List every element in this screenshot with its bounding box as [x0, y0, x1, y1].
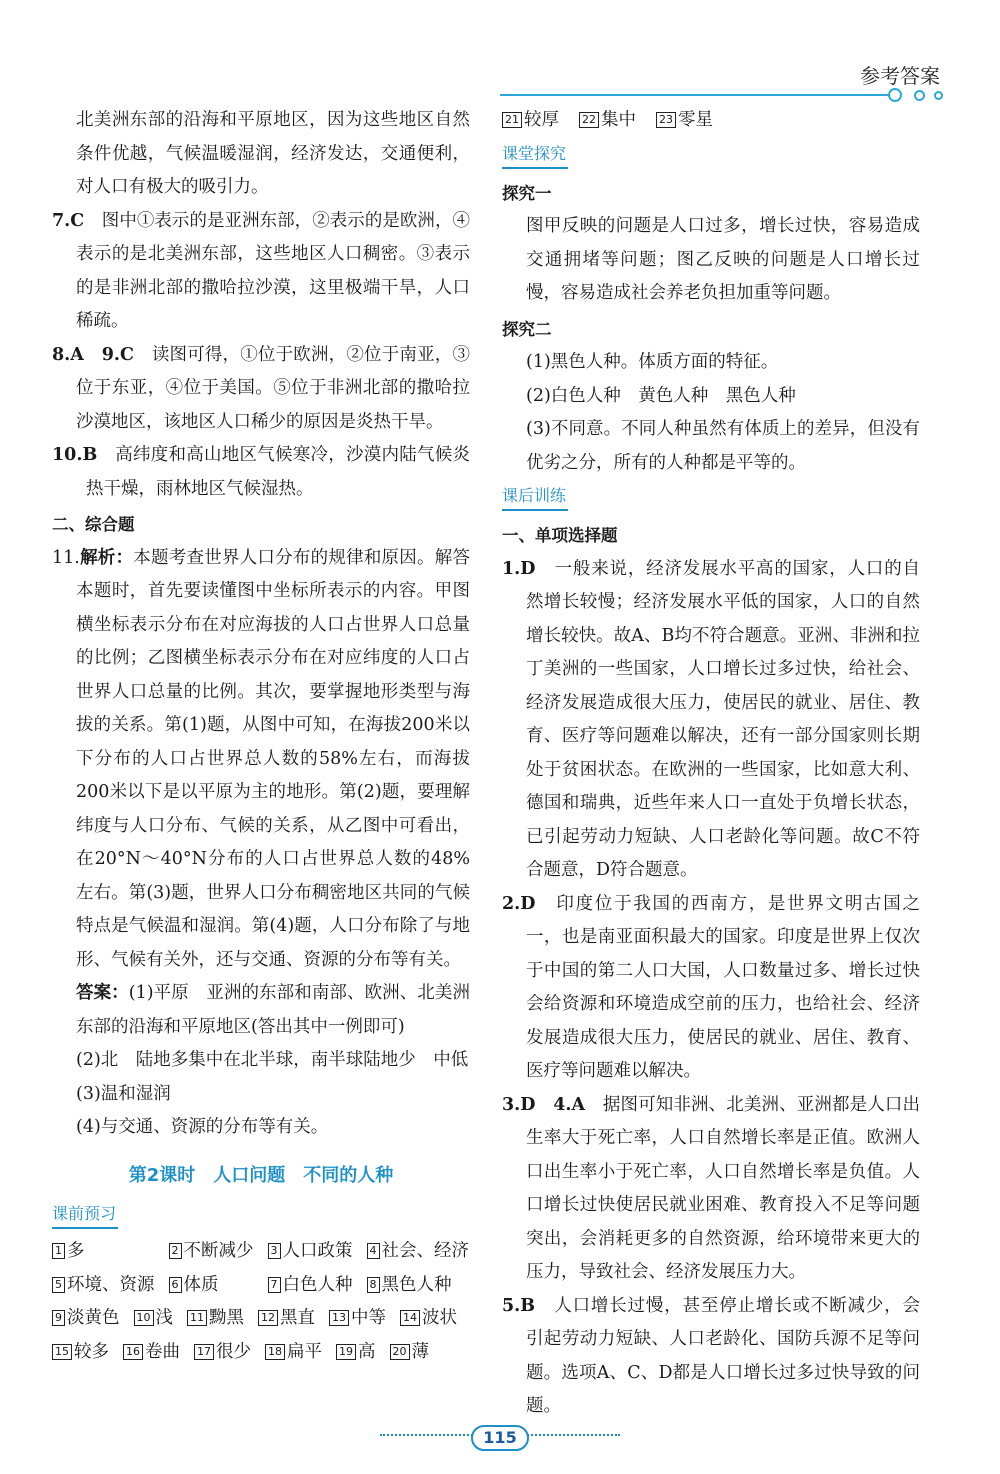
q6-continuation: 北美洲东部的沿海和平原地区，因为这些地区自然条件优越，气候温暖湿润，经济发达，交通便利，对人口有极大的吸引力。	[76, 110, 470, 197]
preview-item: 7 白色人种	[268, 1269, 353, 1303]
preview-continuation	[502, 104, 920, 138]
answer-5-text: 人口增长过慢，甚至停止增长或不断减少，会引起劳动力短缺、人口老龄化、国防兵源不足等问题。选项A、C、D都是人口增长过多过快导致的问题。	[526, 1295, 921, 1416]
explore-2-part3: (3)不同意。不同人种虽然有体质上的差异，但没有优劣之分，所有的人种都是平等的。	[526, 419, 920, 473]
answer-3-4	[502, 1089, 920, 1290]
answer-1-text: 一般来说，经济发展水平高的国家，人口的自然增长较慢；经济发展水平低的国家，人口的自然增长较快。故A、B均不符合题意。亚洲、非洲和拉丁美洲的一些国家，人口增长过多过快，给社会、经济发展造成很大压力，使居民的就业、居住、教育、医疗等问题难以解决，还有一部分国家则长期处于贫困状态。在欧洲的一些国家，比如意大利、德国和瑞典，近些年来人口一直处于负增长状态，已引起劳动力短缺、人口老龄化等问题。故C不符合题意，D符合题意。	[526, 558, 920, 880]
explore-2-title: 探究二	[502, 319, 552, 339]
answer-label: 答案：	[76, 983, 129, 1003]
header-ring-mid	[914, 90, 925, 101]
answer-10	[52, 439, 470, 506]
after-class-tag: 课后训练	[502, 484, 568, 511]
preview-row-3	[52, 1302, 470, 1336]
answer-5	[502, 1290, 920, 1424]
answer-7-text: 图中①表示的是亚洲东部，②表示的是欧洲，④表示的是北美洲东部，这些地区人口稠密。③表示的是非洲北部的撒哈拉沙漠，这里极端干旱，人口稀疏。	[76, 210, 471, 331]
analysis-label: 解析：	[79, 547, 134, 568]
header-rule	[500, 94, 900, 96]
answer-3-label: 3.D	[502, 1094, 536, 1115]
header-ring-large	[888, 88, 902, 102]
preview-item: 5 环境、资源	[52, 1269, 155, 1303]
preview-item: 6 体质	[169, 1269, 254, 1303]
answer-2-label: 2.D	[502, 893, 536, 914]
right-column	[502, 104, 920, 1424]
header-ring-small	[934, 91, 943, 100]
answer-1	[502, 553, 920, 888]
left-column	[52, 104, 470, 1369]
answer-2-text: 印度位于我国的西南方，是世界文明古国之一，也是南亚面积最大的国家。印度是世界上仅次于中国的第二人口大国，人口数量过多、增长过快会给资源和环境造成空前的压力，也给社会、经济发展造成很大压力，使居民的就业、居住、教育、医疗等问题难以解决。	[526, 893, 921, 1081]
preview-item: 23 零星	[656, 104, 713, 138]
header-title: 参考答案	[860, 64, 940, 88]
preview-item: 16 卷曲	[123, 1336, 180, 1370]
answer-11-part3: (3)温和湿润	[76, 1083, 171, 1104]
preview-item: 18 扁平	[265, 1336, 322, 1370]
answer-11-analysis	[52, 542, 470, 978]
answer-5-label: 5.B	[502, 1295, 536, 1316]
explore-2-part1: (1)黑色人种。体质方面的特征。	[526, 352, 779, 372]
page-number: 115	[471, 1425, 528, 1451]
answer-7	[52, 205, 470, 339]
preview-item: 8 黑色人种	[367, 1269, 470, 1303]
answer-11-part4: (4)与交通、资源的分布等有关。	[76, 1117, 329, 1137]
answer-9-label: 9.C	[101, 344, 134, 365]
answer-7-label: 7.C	[52, 210, 85, 231]
answer-1-label: 1.D	[502, 558, 536, 579]
preview-item: 17 很少	[194, 1336, 251, 1370]
answer-10-label: 10.B	[52, 445, 98, 465]
answer-8-9	[52, 339, 470, 440]
answer-11-part2: (2)北 陆地多集中在北半球，南半球陆地少 中低	[76, 1050, 469, 1070]
preview-item: 20 薄	[390, 1336, 430, 1370]
preview-item: 13 中等	[329, 1302, 386, 1336]
explore-1-title: 探究一	[502, 183, 552, 203]
preview-row-4	[52, 1336, 470, 1370]
answer-10-text: 高纬度和高山地区气候寒冷，沙漠内陆气候炎热干燥，雨林地区气候湿热。	[86, 445, 470, 499]
preview-tag: 课前预习	[52, 1202, 118, 1229]
preview-item: 19 高	[336, 1336, 376, 1370]
footer	[0, 1425, 1000, 1451]
preview-item: 21 较厚	[502, 104, 559, 138]
section-comprehensive: 二、综合题	[52, 515, 135, 534]
preview-item: 12 黑直	[258, 1302, 315, 1336]
answer-11-part1	[52, 977, 470, 1044]
answer-11-1-text: (1)平原 亚洲的东部和南部、欧洲、北美洲东部的沿海和平原地区(答出其中一例即可)	[76, 983, 470, 1037]
answer-2	[502, 888, 920, 1089]
answer-4-label: 4.A	[553, 1094, 586, 1115]
preview-item: 9 淡黄色	[52, 1302, 120, 1336]
explore-2-part2: (2)白色人种 黄色人种 黑色人种	[526, 385, 796, 406]
analysis-text: 本题考查世界人口分布的规律和原因。解答本题时，首先要读懂图中坐标所表示的内容。甲图横坐标表示分布在对应海拔的人口占世界人口总量的比例；乙图横坐标表示分布在对应纬度的人口占世界人口总量的比例。其次，要掌握地形类型与海拔的关系。第(1)题，从图中可知，在海拔200米以下分布的人口占世界总人数的58%左右，而海拔200米以下是以平原为主的地形。第(2)题，要理解纬度与人口分布、气候的关系，从乙图中可看出，在20°N～40°N分布的人口占世界总人数的48%左右。第(3)题，世界人口分布稠密地区共同的气候特点是气候温和湿润。第(4)题，人口分布除了与地形、气候有关外，还与交通、资源的分布等有关。	[76, 547, 470, 970]
answer-8-label: 8.A	[52, 344, 84, 365]
lesson-title: 第2课时 人口问题 不同的人种	[128, 1164, 394, 1186]
preview-grid	[52, 1235, 470, 1302]
section-single-choice: 一、单项选择题	[502, 526, 618, 545]
class-explore-tag: 课堂探究	[502, 142, 568, 169]
explore-1-text: 图甲反映的问题是人口过多，增长过快，容易造成交通拥堵等问题；图乙反映的问题是人口增长过慢，容易造成社会养老负担加重等问题。	[526, 216, 920, 303]
answer-11-label: 11.	[52, 547, 80, 568]
preview-item: 14 波状	[400, 1302, 457, 1336]
preview-item: 1 多	[52, 1235, 155, 1269]
preview-item: 10 浅	[134, 1302, 174, 1336]
preview-item: 3 人口政策	[268, 1235, 353, 1269]
preview-item: 4 社会、经济	[367, 1235, 470, 1269]
preview-item: 2 不断减少	[169, 1235, 254, 1269]
preview-item: 22 集中	[579, 104, 636, 138]
answer-3-4-text: 据图可知非洲、北美洲、亚洲都是人口出生率大于死亡率，人口自然增长率是正值。欧洲人口出生率小于死亡率，人口自然增长率是负值。人口增长过快使居民就业困难、教育投入不足等问题突出，会消耗更多的自然资源，给环境带来更大的压力，导致社会、经济发展压力大。	[526, 1094, 921, 1282]
preview-item: 15 较多	[52, 1336, 109, 1370]
preview-item: 11 黝黑	[187, 1302, 244, 1336]
answer-8-9-text: 读图可得，①位于欧洲，②位于南亚，③位于东亚，④位于美国。⑤位于非洲北部的撒哈拉沙漠地区，该地区人口稀少的原因是炎热干旱。	[76, 344, 470, 432]
